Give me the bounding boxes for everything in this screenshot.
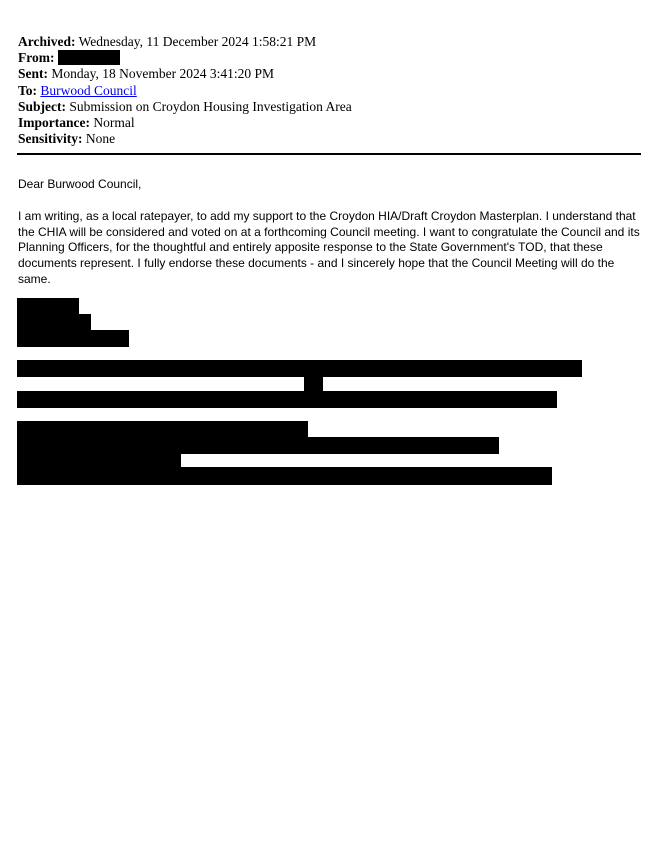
importance-line bbox=[18, 115, 638, 131]
sensitivity-line bbox=[18, 131, 638, 147]
subject-line bbox=[18, 99, 638, 115]
redacted-sender bbox=[58, 50, 120, 65]
redaction-block bbox=[17, 421, 308, 438]
to-label: To: bbox=[18, 82, 38, 98]
subject-label: Subject: bbox=[18, 98, 66, 114]
redaction-block bbox=[17, 391, 557, 408]
archived-value: Wednesday, 11 December 2024 1:58:21 PM bbox=[78, 34, 317, 49]
redaction-block bbox=[17, 330, 129, 347]
to-line bbox=[18, 83, 638, 99]
body-paragraph: I am writing, as a local ratepayer, to add my support to the Croydon HIA/Draft Croydon Masterplan. I understand that the CHIA will be considered and voted on at a forthcoming Council meeting. I want to congratulate the Council and its Planning Officers, for the thoughtful and entirely apposite response to the State Government's TOD, that these documents represent. I fully endorse these documents - and I sincerely hope that the Council Meeting will do the same. bbox=[18, 208, 640, 286]
header-divider bbox=[17, 153, 641, 155]
greeting: Dear Burwood Council, bbox=[18, 177, 142, 191]
archived-line bbox=[18, 34, 638, 50]
sent-line bbox=[18, 66, 638, 82]
redaction-block bbox=[17, 314, 91, 331]
email-header bbox=[18, 34, 638, 147]
redaction-block bbox=[17, 437, 499, 454]
email-body bbox=[18, 177, 640, 288]
redaction-block bbox=[17, 298, 79, 315]
redaction-block bbox=[17, 360, 582, 377]
sent-value: Monday, 18 November 2024 3:41:20 PM bbox=[51, 66, 274, 82]
from-label: From: bbox=[18, 50, 55, 66]
sent-label: Sent: bbox=[18, 66, 48, 82]
subject-value: Submission on Croydon Housing Investigation Area bbox=[69, 98, 352, 114]
archived-label: Archived: bbox=[18, 34, 76, 49]
importance-label: Importance: bbox=[18, 115, 90, 131]
sensitivity-label: Sensitivity: bbox=[18, 131, 83, 147]
to-recipient-link[interactable]: Burwood Council bbox=[40, 82, 137, 98]
from-line bbox=[18, 50, 638, 66]
sensitivity-value: None bbox=[85, 131, 116, 147]
redaction-block bbox=[17, 467, 552, 485]
redaction-block bbox=[304, 376, 323, 392]
importance-value: Normal bbox=[93, 115, 135, 131]
